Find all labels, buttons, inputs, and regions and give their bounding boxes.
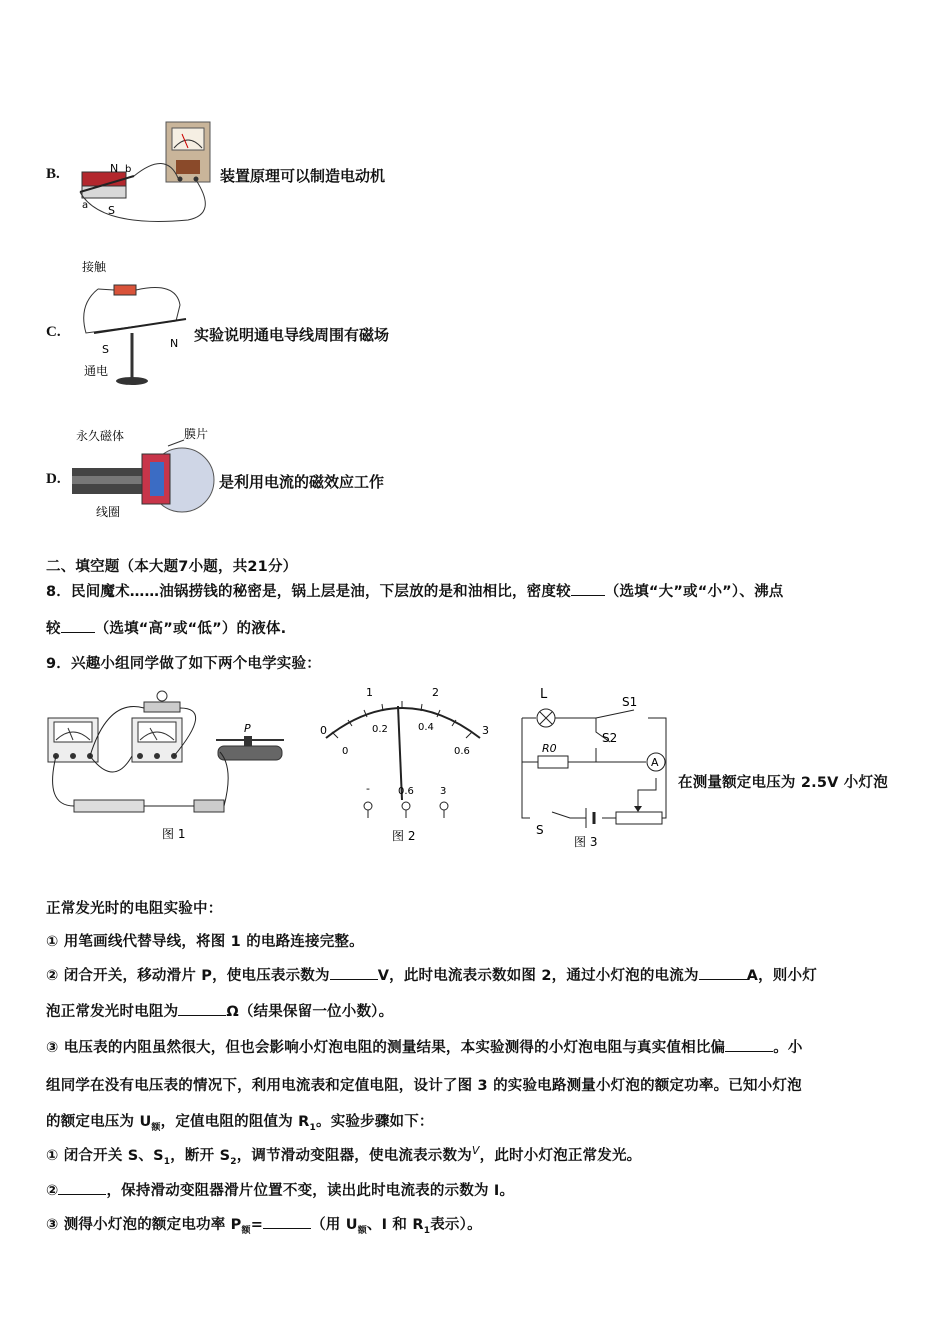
terminal-3: 3 bbox=[440, 786, 447, 797]
q9-l8-d: ，此时小灯泡正常发光。 bbox=[479, 1148, 642, 1164]
figure-2 bbox=[312, 680, 502, 854]
q9-line10 bbox=[46, 1213, 482, 1236]
q9-l7-sub2: 1 bbox=[309, 1122, 317, 1133]
q8-blank-density[interactable] bbox=[571, 581, 605, 596]
label-diaphragm: 膜片 bbox=[184, 427, 209, 441]
terminal-minus: - bbox=[366, 782, 370, 795]
q9-line8 bbox=[46, 1144, 641, 1167]
scale-3: 3 bbox=[482, 724, 489, 737]
scale-02: 0.2 bbox=[372, 724, 388, 735]
q9-l10-b: = bbox=[250, 1217, 264, 1233]
blank-voltage[interactable] bbox=[330, 965, 378, 980]
q9-l8-b: ，断开 S bbox=[170, 1148, 231, 1164]
q8-text-d: （选填“高”或“低”）的液体. bbox=[94, 621, 287, 637]
option-c-letter: C. bbox=[46, 324, 61, 340]
q9-l9-a: ② bbox=[46, 1183, 59, 1199]
q9-line6: 组同学在没有电压表的情况下，利用电流表和定值电阻，设计了图 3 的实验电路测量小灯泡的额定功率。已知小灯泡 bbox=[46, 1078, 802, 1094]
q9-intro: 9．兴趣小组同学做了如下两个电学实验： bbox=[46, 656, 321, 672]
q9-l5-b: 。小 bbox=[773, 1040, 803, 1056]
option-b-figure bbox=[70, 120, 218, 232]
q9-l10-sub-b: 额 bbox=[357, 1225, 367, 1236]
q9-line7 bbox=[46, 1110, 434, 1133]
blank-resistance[interactable] bbox=[178, 1001, 226, 1016]
label-magnet: 永久磁体 bbox=[76, 429, 125, 443]
q9-l10-c: （用 U bbox=[311, 1217, 358, 1233]
section-heading: 二、填空题（本大题7小题，共21分） bbox=[46, 559, 298, 575]
q9-l5-a: ③ 电压表的内阻虽然很大，但也会影响小灯泡电阻的测量结果，本实验测得的小灯泡电阻与真实值相比偏 bbox=[46, 1040, 726, 1056]
q9-l10-sub: 额 bbox=[241, 1225, 251, 1236]
q9-l10-sub1: 1 bbox=[423, 1225, 431, 1236]
label-s1: S1 bbox=[622, 695, 638, 709]
scale-04: 0.4 bbox=[418, 722, 434, 733]
q9-l8-sub1: 1 bbox=[163, 1156, 171, 1167]
label-a: a bbox=[82, 200, 89, 211]
label-coil: 线圈 bbox=[96, 505, 121, 519]
blank-bias[interactable] bbox=[725, 1037, 773, 1052]
q9-l7-c: 。实验步骤如下： bbox=[316, 1114, 434, 1130]
blank-current[interactable] bbox=[699, 965, 747, 980]
label-s: S bbox=[102, 343, 109, 356]
label-a: A bbox=[651, 756, 659, 769]
q9-side-text: 在测量额定电压为 2.5V 小灯泡 bbox=[678, 775, 888, 791]
option-c-figure bbox=[76, 255, 192, 393]
terminal-06: 0.6 bbox=[398, 786, 414, 797]
scale-2: 2 bbox=[432, 686, 439, 699]
scale-06: 0.6 bbox=[454, 746, 470, 757]
label-b: b bbox=[125, 164, 132, 175]
q9-l10-a: ③ 测得小灯泡的额定电功率 P bbox=[46, 1217, 242, 1233]
label-s: S bbox=[536, 823, 544, 837]
option-d-figure bbox=[72, 424, 218, 528]
label-contact: 接触 bbox=[82, 260, 107, 274]
q8-line1 bbox=[46, 580, 783, 601]
label-s2: S2 bbox=[602, 731, 618, 745]
q9-l10-d: 、I 和 R bbox=[366, 1217, 424, 1233]
option-d-text: 是利用电流的磁效应工作 bbox=[219, 473, 385, 491]
q9-l3-b: V，此时电流表示数如图 2，通过小灯泡的电流为 bbox=[377, 968, 699, 984]
q9-l4-b: Ω（结果保留一位小数）。 bbox=[226, 1004, 394, 1020]
label-r0: R0 bbox=[542, 742, 557, 755]
q9-line4 bbox=[46, 1000, 393, 1021]
q8-text-c: 较 bbox=[46, 621, 61, 637]
q9-l7-sub: 额 bbox=[151, 1122, 161, 1133]
label-l: L bbox=[540, 687, 548, 702]
q9-l4-a: 泡正常发光时电阻为 bbox=[46, 1004, 179, 1020]
label-p: P bbox=[244, 722, 251, 735]
q8-text-b: （选填“大”或“小”）、沸点 bbox=[604, 584, 784, 600]
q9-l9-b: ，保持滑动变阻器滑片位置不变，读出此时电流表的示数为 I。 bbox=[106, 1183, 515, 1199]
option-d-letter: D. bbox=[46, 471, 61, 487]
label-n: N bbox=[110, 162, 119, 175]
scale-0-top: 0 bbox=[320, 724, 327, 737]
fig1-caption: 图 1 bbox=[162, 827, 186, 841]
option-c-text: 实验说明通电导线周围有磁场 bbox=[194, 326, 390, 344]
q9-line5 bbox=[46, 1036, 803, 1057]
label-energized: 通电 bbox=[84, 364, 109, 378]
q9-line2: ① 用笔画线代替导线，将图 1 的电路连接完整。 bbox=[46, 934, 364, 950]
q9-line3 bbox=[46, 964, 817, 985]
q9-l3-a: ② 闭合开关，移动滑片 P，使电压表示数为 bbox=[46, 968, 330, 984]
figure-3 bbox=[516, 682, 676, 856]
option-b-letter: B. bbox=[46, 166, 60, 182]
q9-l7-a: 的额定电压为 U bbox=[46, 1114, 152, 1130]
label-n: N bbox=[170, 337, 179, 350]
q9-l8-c: ，调节滑动变阻器，使电流表示数为 bbox=[236, 1148, 472, 1164]
fig2-caption: 图 2 bbox=[392, 829, 416, 843]
q9-line1: 正常发光时的电阻实验中： bbox=[46, 901, 223, 917]
blank-power[interactable] bbox=[263, 1214, 311, 1229]
q9-l7-b: ，定值电阻的阻值为 R bbox=[160, 1114, 310, 1130]
scale-0-bottom: 0 bbox=[342, 746, 349, 757]
option-b-text: 装置原理可以制造电动机 bbox=[220, 167, 386, 185]
q9-l10-e: 表示）。 bbox=[430, 1217, 482, 1233]
blank-step2[interactable] bbox=[58, 1180, 106, 1195]
q9-l3-c: A，则小灯 bbox=[746, 968, 817, 984]
q9-line9 bbox=[46, 1179, 514, 1200]
figure-1 bbox=[44, 688, 294, 852]
q8-line2 bbox=[46, 617, 286, 638]
q9-l8-sub2: 2 bbox=[230, 1156, 237, 1167]
label-s: S bbox=[108, 204, 115, 217]
fig3-caption: 图 3 bbox=[574, 835, 598, 849]
q9-l8-v: V bbox=[471, 1144, 480, 1158]
scale-1: 1 bbox=[366, 686, 373, 699]
q9-l8-a: ① 闭合开关 S、S bbox=[46, 1148, 164, 1164]
q8-text-a: 8．民间魔术……油锅捞钱的秘密是，锅上层是油，下层放的是和油相比，密度较 bbox=[46, 584, 571, 600]
q8-blank-boiling[interactable] bbox=[61, 618, 95, 633]
